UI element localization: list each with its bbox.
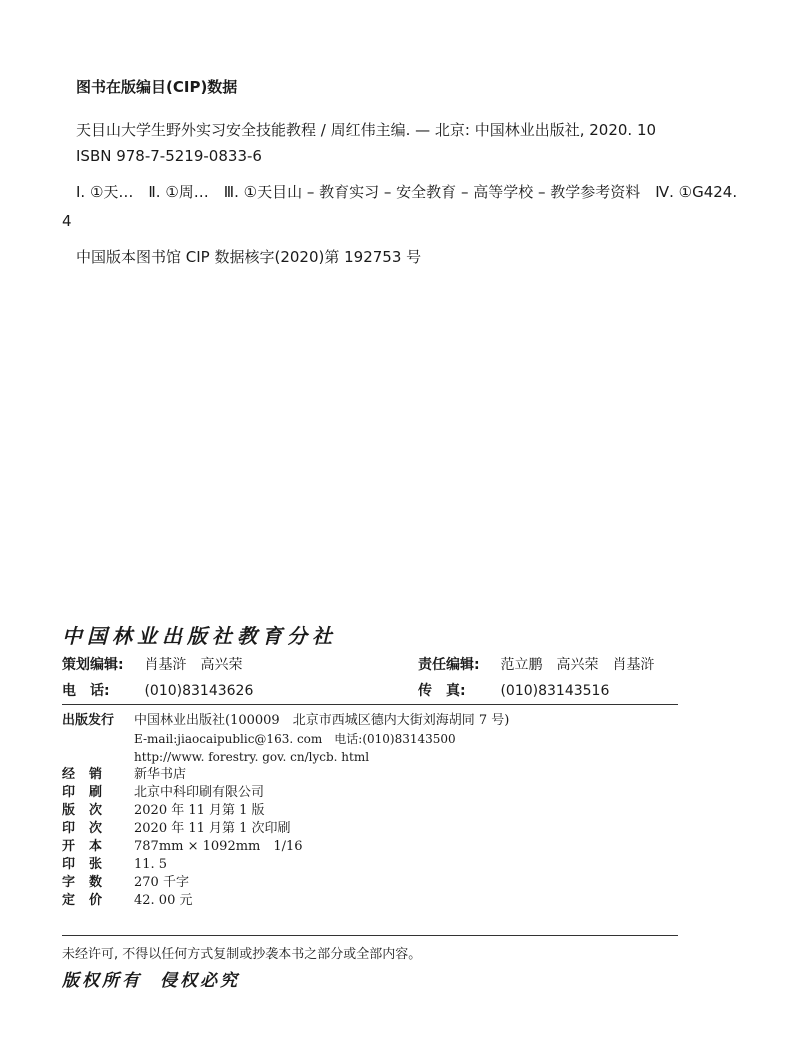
fax-label: 传 真: — [418, 683, 466, 699]
format-label: 开本 — [62, 839, 117, 854]
fax — [418, 680, 609, 700]
words-label: 字数 — [62, 875, 117, 890]
responsible-editor — [418, 654, 654, 674]
sales-value: 新华书店 — [134, 767, 187, 782]
info-block — [62, 712, 509, 910]
copyright-notice: 未经许可, 不得以任何方式复制或抄袭本书之部分或全部内容。 — [62, 947, 422, 962]
impression-value: 2020 年 11 月第 1 次印刷 — [134, 821, 291, 836]
edition-row — [62, 802, 509, 820]
rights-left: 版权所有 — [62, 971, 142, 991]
sheets-label: 印张 — [62, 857, 117, 872]
impression-label: 印次 — [62, 821, 117, 836]
phone-value: (010)83143626 — [144, 683, 254, 699]
cip-heading: 图书在版编目(CIP)数据 — [76, 78, 238, 96]
distribution-row — [62, 712, 509, 730]
cip-title-line: 天目山大学生野外实习安全技能教程 / 周红伟主编. — 北京: 中国林业出版社, 2020. 10 — [76, 121, 657, 139]
divider-top — [62, 704, 678, 705]
format-row — [62, 838, 509, 856]
divider-bottom — [62, 935, 678, 936]
phone-label: 电 话: — [62, 683, 110, 699]
rights-right: 侵权必究 — [160, 971, 240, 991]
format-value: 787mm × 1092mm 1/16 — [134, 839, 303, 854]
edition-value: 2020 年 11 月第 1 版 — [134, 803, 265, 818]
printer-value: 北京中科印刷有限公司 — [134, 785, 265, 800]
editor-row-2 — [62, 680, 610, 700]
responsible-editor-label: 责任编辑: — [418, 657, 480, 673]
price-value: 42. 00 元 — [134, 893, 193, 908]
sheets-row — [62, 856, 509, 874]
planning-editor-label: 策划编辑: — [62, 657, 124, 673]
cip-verification: 中国版本图书馆 CIP 数据核字(2020)第 192753 号 — [76, 248, 422, 266]
editor-row-1 — [62, 654, 655, 674]
rights-reserved — [62, 966, 240, 991]
responsible-editor-value: 范立鹏 高兴荣 肖基浒 — [500, 657, 655, 673]
fax-value: (010)83143516 — [500, 683, 610, 699]
cip-subjects: Ⅰ. ①天… Ⅱ. ①周… Ⅲ. ①天目山 – 教育实习 – 安全教育 – 高等学校 – 教学参考资料 Ⅳ. ①G424. 4 — [62, 183, 738, 230]
planning-editor-value: 肖基浒 高兴荣 — [144, 657, 243, 673]
url-line: http://www. forestry. gov. cn/lycb. html — [134, 750, 370, 764]
words-value: 270 千字 — [134, 875, 189, 890]
printer-row — [62, 784, 509, 802]
publisher-banner: 中国林业出版社教育分社 — [62, 624, 337, 648]
email-line: E-mail:jiaocaipublic@163. com 电话:(010)83143500 — [134, 732, 456, 746]
printer-label: 印刷 — [62, 785, 117, 800]
cip-isbn: ISBN 978-7-5219-0833-6 — [76, 147, 262, 165]
distribution-label: 出版发行 — [62, 713, 115, 728]
price-row — [62, 892, 509, 910]
sheets-value: 11. 5 — [134, 857, 168, 872]
words-row — [62, 874, 509, 892]
distribution-value: 中国林业出版社(100009 北京市西城区德内大街刘海胡同 7 号) — [134, 713, 510, 728]
price-label: 定价 — [62, 893, 117, 908]
edition-label: 版次 — [62, 803, 117, 818]
impression-row — [62, 820, 509, 838]
sales-label: 经销 — [62, 767, 117, 782]
sales-row — [62, 766, 509, 784]
